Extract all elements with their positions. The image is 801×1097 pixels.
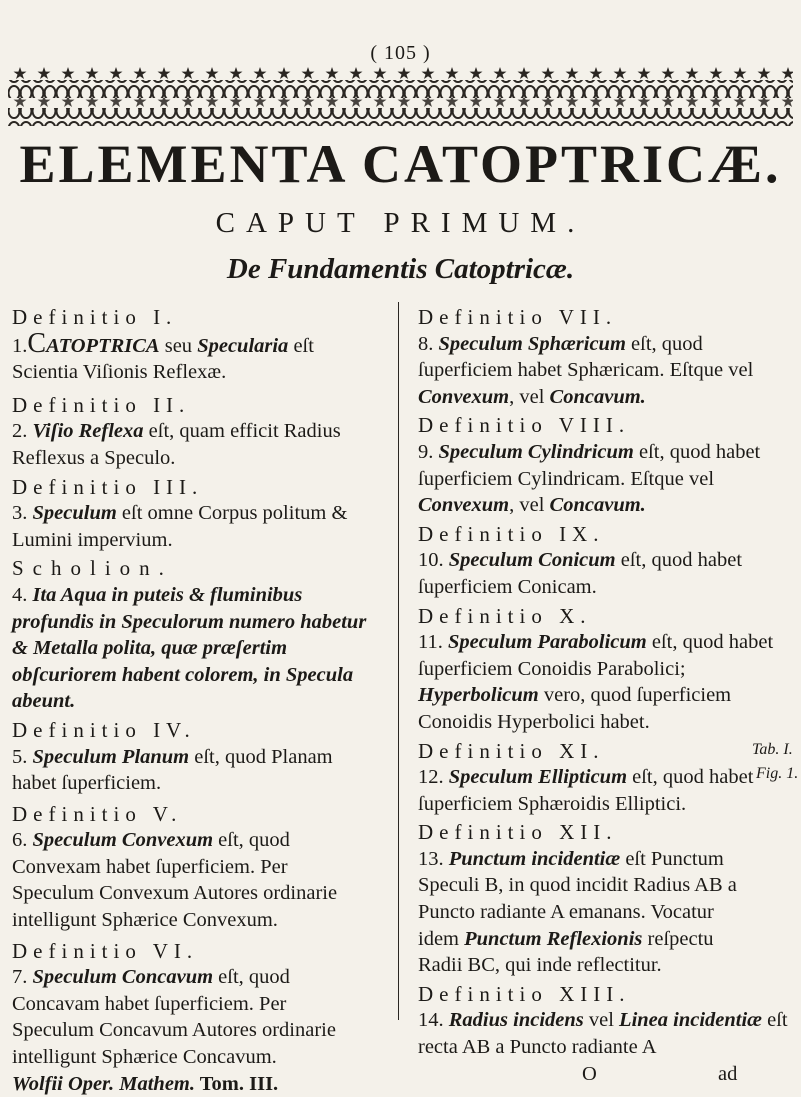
definition-heading: Definitio IV.	[12, 717, 196, 742]
term: Viſio Reflexa	[32, 420, 144, 443]
term: Concavum.	[549, 385, 646, 408]
margin-note-table: Tab. I.	[752, 741, 793, 758]
term: Convexum	[418, 385, 510, 408]
definition-heading: Definitio XI.	[418, 738, 605, 763]
paragraph-number: 13.	[418, 847, 444, 870]
term: Speculum	[32, 502, 117, 525]
term: Punctum incidentiæ	[448, 847, 621, 870]
definition-7-text	[418, 331, 793, 411]
text-fragment: eſt Scientia Viſionis Reflexæ.	[12, 334, 314, 384]
paragraph-number: 5.	[12, 745, 28, 768]
definition-heading: Definitio I.	[12, 305, 178, 329]
text-fragment: eſt omne Corpus politum & Lumini impervium.	[12, 502, 348, 551]
definition-11-text	[418, 764, 793, 817]
column-divider	[398, 302, 399, 1020]
catchword-line	[418, 1061, 793, 1087]
term: Speculum Ellipticum	[448, 766, 628, 789]
term: Convexum	[418, 494, 510, 517]
paragraph-number: 14.	[418, 1009, 444, 1032]
definition-heading: Definitio III.	[12, 474, 204, 499]
definition-5-text	[12, 827, 368, 933]
term: Speculum Cylindricum	[438, 440, 634, 463]
main-title: ELEMENTA CATOPTRICÆ.	[19, 134, 782, 194]
definition-8-text	[418, 439, 793, 519]
definition-heading: Definitio VIII.	[418, 413, 631, 438]
footer-signature	[12, 1071, 368, 1097]
text-fragment: eſt, quod Convexam habet ſuperficiem. Per Speculum Convexum Autores ordinarie intelligunt Sphærice Convexum.	[12, 829, 338, 932]
definition-heading: Definitio X.	[418, 603, 592, 628]
paragraph-number: 10.	[418, 549, 444, 572]
definition-10-text	[418, 629, 793, 735]
signature-mark: O	[582, 1062, 597, 1085]
term: Speculum Sphæricum	[438, 332, 626, 355]
text-fragment: eſt, quod habet ſuperficiem Conoidis Parabolici;	[418, 631, 774, 680]
definition-heading: Definitio VII.	[418, 305, 618, 329]
right-column	[418, 304, 793, 1087]
scholion-heading: Scholion.	[12, 556, 173, 581]
paragraph-number: 1.	[12, 334, 28, 357]
scholion-body: Ita Aqua in puteis & fluminibus profundis in Speculorum numero habetur & Metalla polita, quæ præſertim obſcuriorem habent colorem, in Specula abeunt.	[12, 583, 367, 713]
definition-3-text	[12, 500, 368, 553]
term: Concavum.	[549, 494, 646, 517]
chapter-subtitle: De Fundamentis Catoptricæ.	[226, 253, 575, 285]
margin-note-figure: Fig. 1.	[756, 765, 799, 782]
initial-letter: C	[27, 327, 47, 359]
footer-volume: Tom. III.	[195, 1072, 279, 1095]
term: Speculum Conicum	[448, 549, 616, 572]
text-fragment: eſt, quam efficit Radius Reflexus a Speculo.	[12, 420, 341, 469]
left-column	[12, 304, 368, 1097]
term: Speculum Parabolicum	[448, 631, 647, 654]
paragraph-number: 7.	[12, 966, 28, 989]
paragraph-number: 3.	[12, 502, 28, 525]
text-fragment: reſpectu Radii BC, qui inde reflectitur.	[418, 927, 714, 977]
term: Speculum Planum	[32, 745, 190, 768]
paragraph-number: 2.	[12, 420, 28, 443]
definition-9-text	[418, 547, 793, 600]
scholion-text	[12, 582, 368, 715]
definition-13-text	[418, 1007, 793, 1060]
catchword: ad	[718, 1062, 738, 1085]
text-fragment: eſt Punctum Speculi B, in quod incidit Radius AB a Puncto radiante A emanans. Vocatur idem	[418, 847, 737, 950]
term: Specularia	[197, 334, 289, 357]
term: Radius incidens	[448, 1009, 584, 1032]
text-fragment: , vel	[509, 385, 550, 408]
text-fragment: vel	[583, 1009, 620, 1032]
term: ATOPTRICA	[46, 334, 160, 357]
ornament-border	[8, 66, 793, 128]
paragraph-number: 12.	[418, 766, 444, 789]
page-number: ( 105 )	[370, 42, 431, 64]
chapter-heading: CAPUT PRIMUM.	[215, 207, 586, 239]
definition-heading: Definitio V.	[12, 801, 183, 826]
definition-2-text	[12, 418, 368, 471]
text-fragment: eſt, quod ſuperficiem habet Sphæricam. Eſtque vel	[418, 332, 754, 382]
text-fragment: eſt, quod Planam habet ſuperficiem.	[12, 745, 333, 795]
definition-6-text	[12, 964, 368, 1070]
definition-heading: Definitio XII.	[418, 820, 618, 845]
text-fragment: eſt, quod habet ſuperficiem Conicam.	[418, 549, 743, 598]
text-fragment: , vel	[509, 494, 550, 517]
term: Punctum Reflexionis	[464, 927, 643, 950]
text-fragment: eſt recta AB a Puncto radiante A	[418, 1009, 788, 1059]
text-fragment: seu	[159, 334, 198, 357]
term: Linea incidentiæ	[619, 1009, 762, 1032]
text-fragment: vero, quod ſuperficiem Conoidis Hyperbolici habet.	[418, 684, 732, 733]
definition-12-text	[418, 846, 793, 979]
definition-4-text	[12, 744, 368, 797]
definition-heading: Definitio II.	[12, 392, 191, 417]
term: Speculum Convexum	[32, 829, 214, 852]
definition-heading: Definitio VI.	[12, 938, 199, 963]
term: Speculum Concavum	[32, 966, 214, 989]
paragraph-number: 4.	[12, 583, 28, 606]
text-fragment: eſt, quod Concavam habet ſuperficiem. Per Speculum Concavum Autores ordinarie intelligunt Sphærice Concavum.	[12, 966, 336, 1069]
paragraph-number: 6.	[12, 829, 28, 852]
paragraph-number: 11.	[418, 631, 443, 654]
footer-source: Wolfii Oper. Mathem.	[12, 1072, 195, 1095]
paragraph-number: 8.	[418, 332, 434, 355]
definition-1-text	[12, 327, 368, 386]
definition-heading: Definitio IX.	[418, 521, 605, 546]
text-fragment: eſt, quod habet ſuperficiem Sphæroidis Elliptici.	[418, 766, 754, 815]
text-fragment: eſt, quod habet ſuperficiem Cylindricam. Eſtque vel	[418, 440, 761, 490]
definition-heading: Definitio XIII.	[418, 981, 631, 1006]
term: Hyperbolicum	[418, 684, 539, 707]
paragraph-number: 9.	[418, 440, 434, 463]
